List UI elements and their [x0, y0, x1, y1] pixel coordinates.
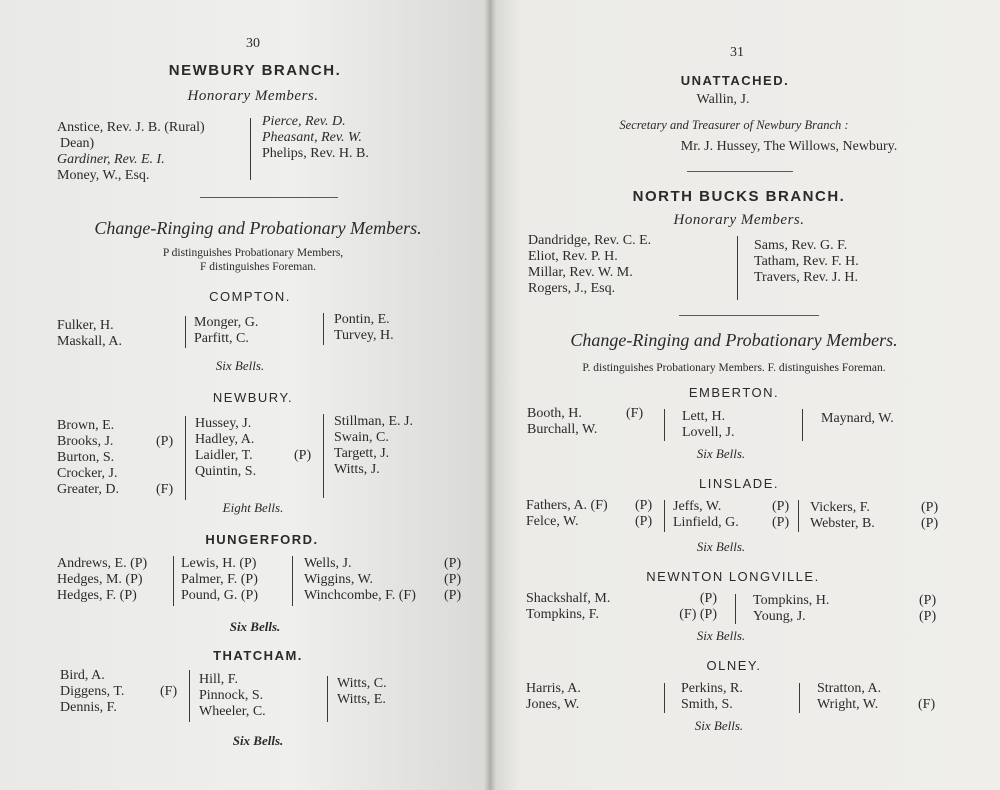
page-number: 30 [246, 36, 260, 51]
honorary-heading: Honorary Members. [187, 88, 319, 104]
divider-rule [200, 197, 338, 198]
hungerford-column-3 [304, 556, 416, 604]
member-name: Lett, H. [682, 409, 726, 424]
member-name: Gardiner, Rev. E. I. [57, 152, 165, 167]
member-mark: (P) [635, 498, 653, 513]
member-name: Brown, E. [57, 418, 115, 433]
member-name: Phelips, Rev. H. B. [262, 146, 369, 161]
olney-column-1 [526, 681, 581, 713]
thatcham-marks-1 [160, 668, 177, 716]
newbury-marks-2 [294, 416, 311, 480]
linslade-marks-3 [921, 500, 938, 532]
member-mark: (P) [772, 499, 790, 514]
member-name: Dennis, F. [60, 700, 117, 715]
member-name: Quintin, S. [195, 464, 257, 479]
olney-column-3 [817, 681, 881, 713]
member-name: Targett, J. [334, 446, 390, 461]
member-name: Anstice, Rev. J. B. (Rural) [57, 120, 205, 135]
member-mark: (F) [626, 406, 644, 421]
member-name: Laidler, T. [195, 448, 253, 463]
column-divider [799, 683, 800, 713]
member-name: Pierce, Rev. D. [262, 114, 346, 129]
member-mark: (P) [294, 448, 312, 463]
honorary-column-1 [57, 120, 205, 184]
section-heading-hungerford: HUNGERFORD. [205, 532, 319, 547]
newnton-column-2 [753, 593, 829, 625]
secretary-name: Mr. J. Hussey, The Willows, Newbury. [680, 139, 898, 154]
change-ringing-heading: Change-Ringing and Probationary Members. [570, 330, 898, 350]
member-name: Smith, S. [681, 697, 733, 712]
member-mark: (P) [699, 591, 717, 606]
member-name: Brooks, J. [57, 434, 114, 449]
bells-note: Six Bells. [694, 718, 744, 733]
compton-column-1 [57, 318, 122, 350]
member-name: Jones, W. [526, 697, 580, 712]
member-name: Burchall, W. [527, 422, 598, 437]
linslade-marks-2 [772, 499, 789, 531]
member-name: Pound, G. (P) [181, 588, 259, 603]
member-name: Money, W., Esq. [57, 168, 150, 183]
member-name: Parfitt, C. [194, 331, 249, 346]
column-divider [664, 500, 665, 532]
emberton-column-1 [527, 406, 597, 438]
thatcham-column-2 [199, 672, 266, 720]
change-ringing-heading: Change-Ringing and Probationary Members. [94, 218, 422, 238]
member-mark: (P) [919, 593, 937, 608]
right-page [489, 0, 1000, 790]
member-name: Fulker, H. [57, 318, 114, 333]
member-mark [294, 464, 311, 480]
member-name: Travers, Rev. J. H. [754, 270, 858, 285]
member-name: Perkins, R. [681, 681, 743, 696]
member-mark [160, 700, 177, 716]
member-name: Maynard, W. [821, 411, 894, 426]
member-name: Hill, F. [199, 672, 238, 687]
member-mark: (P) [635, 514, 653, 529]
member-name: Greater, D. [57, 482, 120, 497]
newbury-marks-1 [156, 418, 173, 498]
member-name: Dandridge, Rev. C. E. [528, 233, 652, 248]
book-gutter [484, 0, 496, 790]
member-name: Shackshalf, M. [526, 591, 611, 606]
legend-note: P distinguishes Probationary Members, [162, 247, 344, 259]
column-divider [327, 676, 328, 722]
bells-note: Six Bells. [229, 619, 281, 634]
column-divider [664, 409, 665, 441]
emberton-column-3 [821, 411, 894, 427]
member-name: Linfield, G. [673, 515, 739, 530]
member-name: Hedges, F. (P) [57, 588, 137, 603]
emberton-marks-1 [626, 406, 643, 438]
section-heading-thatcham: THATCHAM. [213, 648, 303, 663]
member-name: Young, J. [753, 609, 806, 624]
unattached-member: Wallin, J. [696, 92, 750, 107]
column-divider [250, 118, 251, 180]
member-mark [294, 432, 311, 448]
member-name: Wiggins, W. [304, 572, 374, 587]
member-mark [156, 466, 173, 482]
member-mark: (F) (P) [679, 607, 717, 622]
legend-note: P. distinguishes Probationary Members. F. distinguishes Foreman. [582, 362, 886, 374]
thatcham-column-3 [337, 676, 387, 708]
honorary-column-2 [262, 114, 369, 162]
member-name: Burton, S. [57, 450, 115, 465]
member-name: Harris, A. [526, 681, 581, 696]
member-name: Tompkins, H. [753, 593, 830, 608]
column-divider [189, 670, 190, 722]
newnton-marks-1 [667, 591, 717, 623]
section-heading-newbury: NEWBURY. [212, 390, 294, 405]
member-name: Bird, A. [60, 668, 105, 683]
member-name: Andrews, E. (P) [57, 556, 148, 571]
member-mark [160, 668, 177, 684]
member-name: Dean) [60, 136, 95, 151]
hungerford-column-2 [181, 556, 258, 604]
column-divider [737, 236, 738, 300]
member-name: Wheeler, C. [199, 704, 266, 719]
compton-column-3 [334, 312, 394, 344]
member-name: Stillman, E. J. [334, 414, 413, 429]
member-mark [918, 681, 935, 697]
member-name: Pheasant, Rev. W. [262, 130, 362, 145]
section-heading-linslade: LINSLADE. [699, 476, 779, 491]
section-heading-olney: OLNEY. [706, 658, 762, 673]
member-name: Millar, Rev. W. M. [528, 265, 633, 280]
member-name: Monger, G. [194, 315, 259, 330]
member-name: Lovell, J. [682, 425, 735, 440]
emberton-column-2 [682, 409, 735, 441]
member-mark: (P) [444, 588, 462, 603]
member-name: Crocker, J. [57, 466, 118, 481]
compton-column-2 [194, 315, 258, 347]
member-name: Tatham, Rev. F. H. [754, 254, 859, 269]
honorary-heading: Honorary Members. [673, 212, 805, 228]
member-name: Winchcombe, F. (F) [304, 588, 416, 603]
member-mark: (P) [156, 434, 174, 449]
member-mark: (P) [921, 516, 939, 531]
member-name: Turvey, H. [334, 328, 394, 343]
member-name: Diggens, T. [60, 684, 125, 699]
member-mark: (P) [444, 556, 462, 571]
member-name: Vickers, F. [810, 500, 870, 515]
member-mark: (P) [919, 609, 937, 624]
column-divider [185, 316, 186, 348]
divider-rule [679, 315, 819, 316]
member-name: Sams, Rev. G. F. [754, 238, 848, 253]
column-divider [323, 414, 324, 498]
honorary-column-2 [754, 238, 859, 286]
newnton-column-1 [526, 591, 610, 623]
member-mark: (F) [918, 697, 936, 712]
member-name: Witts, E. [337, 692, 386, 707]
honorary-column-1 [528, 233, 651, 297]
column-divider [802, 409, 803, 441]
column-divider [185, 416, 186, 500]
member-name: Eliot, Rev. P. H. [528, 249, 618, 264]
bells-note: Six Bells. [696, 539, 746, 554]
divider-rule [687, 171, 793, 172]
left-page [0, 0, 489, 790]
member-name: Lewis, H. (P) [181, 556, 257, 571]
member-name: Maskall, A. [57, 334, 122, 349]
newbury-column-3 [334, 414, 413, 478]
linslade-column-3 [810, 500, 875, 532]
member-name: Palmer, F. (P) [181, 572, 258, 587]
column-divider [292, 556, 293, 606]
member-name: Wright, W. [817, 697, 879, 712]
column-divider [664, 683, 665, 713]
newbury-column-2 [195, 416, 256, 480]
member-name: Pontin, E. [334, 312, 390, 327]
member-mark: (F) [156, 482, 174, 497]
member-mark: (P) [444, 572, 462, 587]
legend-note: F distinguishes Foreman. [200, 261, 316, 273]
member-name: Pinnock, S. [199, 688, 264, 703]
branch-title: NEWBURY BRANCH. [168, 62, 342, 79]
bells-note: Six Bells. [215, 358, 265, 373]
member-mark: (P) [772, 515, 790, 530]
olney-marks-3 [918, 681, 935, 713]
member-name: Witts, J. [334, 462, 380, 477]
member-name: Wells, J. [304, 556, 352, 571]
member-mark [294, 416, 311, 432]
section-heading-compton: COMPTON. [209, 289, 291, 304]
member-name: Jeffs, W. [673, 499, 722, 514]
member-name: Webster, B. [810, 516, 875, 531]
thatcham-column-1 [60, 668, 124, 716]
bells-note: Six Bells. [232, 733, 284, 748]
member-name: Rogers, J., Esq. [528, 281, 616, 296]
bells-note: Eight Bells. [222, 500, 284, 515]
unattached-heading: UNATTACHED. [680, 73, 790, 88]
member-name: Hussey, J. [195, 416, 252, 431]
member-mark: (F) [160, 684, 178, 699]
member-name: Hedges, M. (P) [57, 572, 143, 587]
branch-title: NORTH BUCKS BRANCH. [632, 188, 846, 205]
member-name: Hadley, A. [195, 432, 255, 447]
linslade-marks-1 [635, 498, 652, 530]
member-name: Fathers, A. (F) [526, 498, 608, 513]
member-name: Stratton, A. [817, 681, 882, 696]
member-name: Tompkins, F. [526, 607, 599, 622]
member-mark [156, 418, 173, 434]
bells-note: Six Bells. [696, 628, 746, 643]
column-divider [323, 313, 324, 345]
column-divider [173, 556, 174, 606]
member-name: Witts, C. [337, 676, 387, 691]
page-number: 31 [730, 45, 744, 60]
column-divider [735, 594, 736, 624]
member-name: Booth, H. [527, 406, 582, 421]
secretary-heading: Secretary and Treasurer of Newbury Branch : [619, 118, 849, 132]
linslade-column-2 [673, 499, 739, 531]
bells-note: Six Bells. [696, 446, 746, 461]
member-mark [626, 422, 643, 438]
hungerford-marks-3 [444, 556, 461, 604]
section-heading-emberton: EMBERTON. [688, 385, 780, 400]
member-name: Swain, C. [334, 430, 389, 445]
member-name: Felce, W. [526, 514, 579, 529]
column-divider [798, 500, 799, 532]
linslade-column-1 [526, 498, 608, 530]
hungerford-column-1 [57, 556, 147, 604]
olney-column-2 [681, 681, 743, 713]
newnton-marks-2 [919, 593, 936, 625]
member-mark [156, 450, 173, 466]
member-mark: (P) [921, 500, 939, 515]
section-heading-newnton-longville: NEWNTON LONGVILLE. [646, 569, 820, 584]
